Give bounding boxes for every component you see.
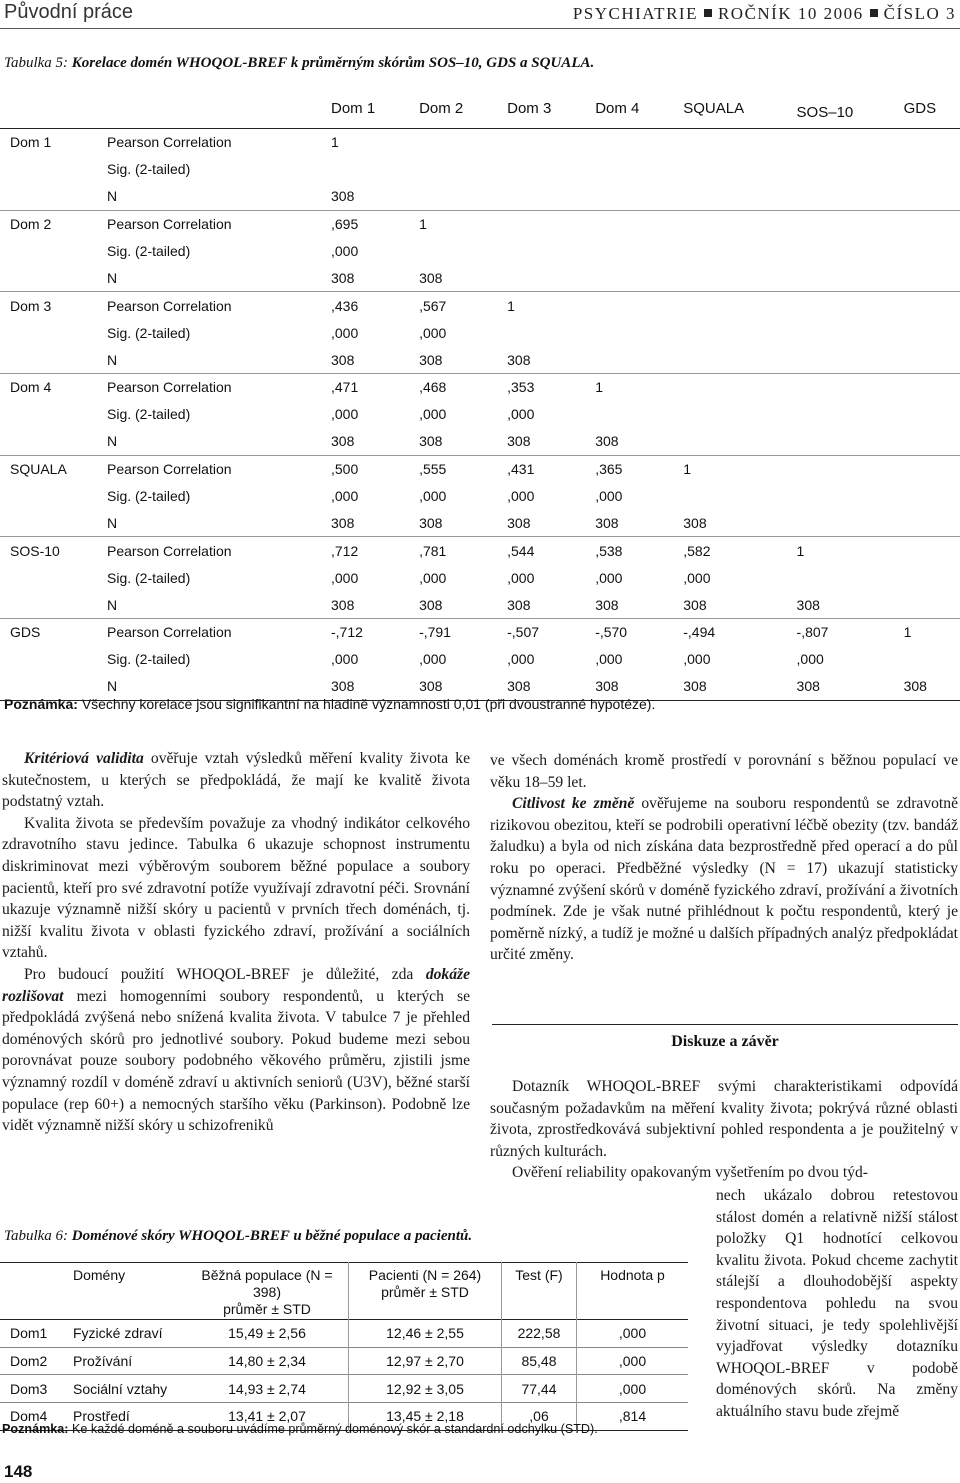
table-cell — [581, 319, 669, 346]
table-cell — [669, 210, 782, 237]
table-cell — [890, 401, 960, 428]
table-cell — [783, 319, 890, 346]
table6-note-label: Poznámka: — [2, 1422, 69, 1436]
table-cell: ,000 — [796, 651, 824, 668]
paragraph: ve všech doménách kromě prostředí v porovnání s běžnou populací ve věku 18–59 let. — [490, 752, 958, 791]
table-cell: 308 — [331, 351, 355, 368]
table-cell: ,712 — [331, 542, 359, 559]
table-cell: -,570 — [595, 624, 628, 641]
table-cell: 308 — [507, 596, 531, 613]
table-cell — [581, 346, 669, 373]
table-cell — [890, 183, 960, 210]
page-number: 148 — [4, 1462, 33, 1481]
journal-name: PSYCHIATRIE — [572, 4, 698, 23]
table-cell: ,471 — [331, 379, 359, 396]
table-cell: ,000 — [507, 406, 535, 423]
table-row — [0, 374, 960, 401]
table-row — [0, 1375, 688, 1403]
table6-caption-label: Tabulka 6: — [4, 1228, 69, 1244]
table-cell: 1 — [507, 297, 515, 314]
table-cell-p: ,000 — [577, 1320, 689, 1348]
table-cell — [890, 319, 960, 346]
paragraph: Citlivost ke změně ověřujeme na souboru respondentů se zdravotně rizikovou obezitou, kteří se podrobili operativní léčbě obezity (tzv. bandáž žaludku) a byla od nich získána data bezprostředně před operací a do půl roku po operaci. Předběžné výsledky (N = 17) ukazují statisticky významné zvýšení skórů v doméně fyzického zdraví, prožívání a životních podmínek. Zde je však nutné přihlédnout k počtu respondentů, který je poměrně nízký, a tudíž je možné u dalších případných analýz předpokládat určité změny. — [490, 795, 958, 964]
left-column — [2, 748, 470, 1137]
table-cell: 308 — [903, 678, 927, 695]
term-criterion-validity: Kritériová validita — [24, 750, 144, 767]
table-cell — [581, 156, 669, 183]
term-sensitivity: Citlivost ke změně — [512, 795, 635, 813]
table-cell — [669, 374, 782, 401]
row-group-label: SOS-10 — [10, 542, 60, 559]
table-cell: ,365 — [595, 461, 623, 478]
table-cell: ,781 — [419, 542, 447, 559]
table6-header-row — [0, 1263, 688, 1320]
table-cell-pop: 14,93 ± 2,74 — [228, 1380, 306, 1397]
table6-caption — [4, 1228, 472, 1245]
table5-note-text: Všechny korelace jsou signifikantní na hladině významnosti 0,01 (při dvoustranné hypotéze). — [81, 696, 656, 712]
table-row — [0, 619, 960, 646]
table-cell-f: 77,44 — [502, 1375, 577, 1403]
table-cell-f: ,06 — [502, 1403, 577, 1431]
correlation-table — [0, 88, 960, 701]
table-row — [0, 509, 960, 536]
page-header — [0, 0, 960, 29]
table-cell — [581, 129, 669, 156]
table-cell: ,695 — [331, 216, 359, 233]
table-cell — [669, 129, 782, 156]
table-cell — [783, 292, 890, 319]
table-cell — [581, 210, 669, 237]
table-cell — [890, 156, 960, 183]
table-cell: 308 — [796, 678, 820, 695]
table-cell — [890, 210, 960, 237]
table6-note — [2, 1422, 598, 1436]
table-cell — [890, 483, 960, 510]
col-header-patients: Pacienti (N = 264) průměr ± STD — [349, 1263, 502, 1320]
table-cell: ,567 — [419, 297, 447, 314]
table5-caption — [4, 55, 594, 72]
table-cell-pop: 15,49 ± 2,56 — [228, 1325, 306, 1342]
right-column-wrap — [716, 1185, 958, 1423]
table-cell-name: Prostředí — [73, 1408, 130, 1425]
table-row — [0, 591, 960, 618]
table-cell: ,000 — [419, 324, 447, 341]
paragraph: Ověření reliability opakovaným vyšetřením po dvou týd- — [512, 1164, 868, 1182]
table-cell — [783, 346, 890, 373]
table-cell — [890, 591, 960, 618]
stat-label: Pearson Correlation — [107, 216, 232, 233]
col-header: GDS — [903, 99, 937, 117]
table-cell — [783, 264, 890, 291]
table-cell: -,494 — [683, 624, 716, 641]
table-cell: 308 — [331, 514, 355, 531]
table-cell — [493, 319, 581, 346]
table-cell: 308 — [419, 269, 443, 286]
table-cell-code: Dom1 — [10, 1325, 48, 1342]
table-cell: ,582 — [683, 542, 711, 559]
table-cell: ,555 — [419, 461, 447, 478]
stat-label: Sig. (2-tailed) — [107, 488, 191, 505]
table-cell — [669, 346, 782, 373]
table-cell-p: ,814 — [577, 1403, 689, 1431]
col-header-domains: Domény — [73, 1267, 126, 1283]
table-cell: ,436 — [331, 297, 359, 314]
table-cell: 308 — [683, 678, 707, 695]
table-cell — [783, 483, 890, 510]
table-cell-f: 85,48 — [502, 1347, 577, 1375]
table-cell-pop: 14,80 ± 2,34 — [228, 1353, 306, 1370]
table-cell: 308 — [507, 351, 531, 368]
table-cell — [581, 264, 669, 291]
table6-note-text: Ke každé doméně a souboru uvádíme průměrný doménový skór a standardní odchylku (STD). — [72, 1422, 598, 1436]
table-cell — [783, 129, 890, 156]
table-cell: 308 — [595, 514, 619, 531]
table-cell: 308 — [419, 678, 443, 695]
table-cell — [493, 156, 581, 183]
table-cell: 308 — [331, 269, 355, 286]
table5-caption-text: Korelace domén WHOQOL-BREF k průměrným skórům SOS–10, GDS a SQUALA. — [71, 55, 595, 71]
table-cell: 1 — [903, 624, 912, 641]
table-cell: 308 — [419, 433, 443, 450]
stat-label: N — [107, 514, 118, 531]
table-cell: ,000 — [331, 243, 359, 259]
table-cell-f: 222,58 — [502, 1320, 577, 1348]
table-cell-pat: 12,92 ± 3,05 — [349, 1375, 502, 1403]
table-row — [0, 564, 960, 591]
table-cell: ,353 — [507, 379, 535, 396]
table-cell: 308 — [331, 678, 355, 695]
table-cell — [493, 210, 581, 237]
table-row — [0, 292, 960, 319]
table-cell-name: Prožívání — [73, 1353, 133, 1370]
table-cell — [669, 183, 782, 210]
table-cell: 308 — [331, 596, 355, 613]
stat-label: Pearson Correlation — [107, 297, 232, 314]
table-cell: 308 — [419, 514, 443, 531]
term-discrimination: dokáže rozlišovat — [2, 965, 470, 1005]
table-cell: 308 — [507, 514, 531, 531]
table-cell — [669, 156, 782, 183]
table-cell: ,000 — [419, 406, 447, 423]
section-label: Původní práce — [4, 1, 133, 23]
table-cell: ,000 — [507, 488, 535, 505]
table-cell — [890, 264, 960, 291]
table-cell: ,000 — [507, 569, 535, 586]
stat-label: N — [107, 188, 118, 205]
table-cell — [783, 509, 890, 536]
col-header-p: Hodnota p — [577, 1263, 689, 1320]
table-cell-pop: 13,41 ± 2,07 — [228, 1408, 306, 1425]
table-cell — [405, 238, 493, 265]
table-cell — [890, 509, 960, 536]
col-header: Dom 3 — [507, 99, 552, 117]
table-cell: 308 — [595, 433, 619, 450]
table-cell: -,507 — [507, 624, 540, 641]
table-cell — [669, 428, 782, 455]
stat-label: N — [107, 678, 118, 695]
table-cell — [890, 428, 960, 455]
table-cell: ,000 — [331, 406, 359, 423]
domain-scores-table — [0, 1262, 688, 1431]
right-column-conclusion — [490, 1076, 958, 1184]
journal-info — [573, 4, 956, 24]
table-cell — [783, 210, 890, 237]
table-cell — [783, 428, 890, 455]
table-cell: ,000 — [419, 569, 447, 586]
stat-label: Sig. (2-tailed) — [107, 243, 191, 259]
table-cell: 308 — [507, 678, 531, 695]
table-cell-pat: 12,97 ± 2,70 — [349, 1347, 502, 1375]
table-cell — [890, 455, 960, 482]
row-group-label: SQUALA — [10, 461, 67, 478]
table-cell-name: Sociální vztahy — [73, 1380, 168, 1397]
table-row — [0, 401, 960, 428]
col-header: Dom 2 — [419, 99, 464, 117]
stat-label: Pearson Correlation — [107, 542, 232, 559]
table-row — [0, 238, 960, 265]
row-group-label: Dom 2 — [10, 216, 52, 233]
stat-label: Pearson Correlation — [107, 624, 232, 641]
table-cell: 1 — [331, 134, 339, 151]
table-cell: -,712 — [331, 624, 363, 641]
table-cell-name: Fyzické zdraví — [73, 1325, 163, 1342]
table-cell — [405, 129, 493, 156]
table-row — [0, 646, 960, 673]
table-cell — [783, 374, 890, 401]
stat-label: Pearson Correlation — [107, 461, 232, 478]
table-cell: 308 — [331, 433, 355, 450]
table-cell: 1 — [419, 216, 427, 233]
table-cell: ,000 — [683, 569, 711, 586]
row-group-label: Dom 1 — [10, 134, 52, 151]
table-cell: ,000 — [331, 569, 359, 586]
stat-label: Pearson Correlation — [107, 379, 232, 396]
table-cell: ,000 — [683, 651, 711, 668]
journal-year: 2006 — [823, 4, 864, 23]
table-cell — [493, 183, 581, 210]
table-cell — [890, 346, 960, 373]
table5-note — [4, 696, 655, 712]
table-row — [0, 156, 960, 183]
col-header: Dom 1 — [331, 99, 376, 117]
stat-label: N — [107, 433, 118, 450]
stat-label: N — [107, 351, 118, 368]
journal-volume: ROČNÍK 10 — [717, 4, 818, 23]
table-cell — [581, 401, 669, 428]
table-cell: ,538 — [595, 542, 623, 559]
table-cell — [890, 564, 960, 591]
table-row — [0, 346, 960, 373]
separator-square-icon — [704, 9, 712, 17]
table-cell — [581, 183, 669, 210]
table-cell: ,500 — [331, 461, 359, 478]
col-header: SOS–10 — [796, 103, 854, 121]
table-cell — [669, 264, 782, 291]
table-cell: 308 — [595, 596, 619, 613]
table-cell-code: Dom4 — [10, 1408, 48, 1425]
table-cell: -,791 — [419, 624, 451, 641]
table-cell-pat: 13,45 ± 2,18 — [349, 1403, 502, 1431]
table-cell — [783, 455, 890, 482]
table-cell: ,000 — [595, 569, 623, 586]
table-cell-pat: 12,46 ± 2,55 — [349, 1320, 502, 1348]
table-cell — [581, 292, 669, 319]
table6-body — [0, 1320, 688, 1431]
table-cell: 308 — [331, 188, 355, 205]
table-cell — [783, 156, 890, 183]
table-cell — [890, 537, 960, 564]
table-row — [0, 264, 960, 291]
table-cell — [783, 401, 890, 428]
table5-header-row — [0, 88, 960, 129]
table-cell — [669, 238, 782, 265]
col-header-test: Test (F) — [502, 1263, 577, 1320]
table-cell: 308 — [419, 351, 443, 368]
stat-label: Sig. (2-tailed) — [107, 161, 191, 178]
table-cell: ,000 — [331, 651, 359, 668]
table-cell: 308 — [419, 596, 443, 613]
table-cell: ,431 — [507, 461, 535, 478]
table-cell — [890, 374, 960, 401]
col-header: SQUALA — [683, 99, 745, 117]
table-cell: ,000 — [419, 488, 447, 505]
table-cell — [405, 156, 493, 183]
table-cell: 1 — [595, 379, 603, 396]
table-cell — [493, 129, 581, 156]
section-heading: Diskuze a závěr — [492, 1024, 958, 1051]
table-cell: 308 — [796, 596, 820, 613]
table-cell: 308 — [507, 433, 531, 450]
col-header: Dom 4 — [595, 99, 640, 117]
table-row — [0, 483, 960, 510]
table-row — [0, 183, 960, 210]
table-cell — [783, 564, 890, 591]
table-cell-code: Dom3 — [10, 1380, 48, 1397]
table-cell — [669, 401, 782, 428]
stat-label: N — [107, 596, 118, 613]
table-cell — [405, 183, 493, 210]
table-cell — [890, 292, 960, 319]
table-cell: 1 — [796, 542, 805, 559]
stat-label: Pearson Correlation — [107, 134, 232, 151]
col-header-population: Běžná populace (N = 398) průměr ± STD — [201, 1267, 333, 1317]
table6-caption-text: Doménové skóry WHOQOL-BREF u běžné populace a pacientů. — [71, 1228, 473, 1244]
table-row — [0, 1320, 688, 1348]
table-row — [0, 129, 960, 156]
table-cell — [669, 292, 782, 319]
table-cell: 1 — [683, 461, 692, 478]
table-cell-code: Dom2 — [10, 1353, 48, 1370]
paragraph: Pro budoucí použití WHOQOL-BREF je důležité, zda dokáže rozlišovat mezi homogenními soubory respondentů, u kterých se předpokládá zvýšená nebo snížená kvalita života. V tabulce 7 je přehled doménových skórů pro jednotlivé soubory. Pokud budeme mezi sebou porovnávat pouze soubory podobného věkového průměru, zjistili jsme významný rozdíl v doméně zdraví u aktivních seniorů (U3V), běžné starší populace (rep 60+) a nemocných staršího věku (Parkinson). Podobně lze vidět významně nižší skóry u schizofreniků — [2, 965, 470, 1135]
paragraph: Kritériová validita ověřuje vztah výsledků měření kvality života ke skutečnostem, u kterých se předpokládá, že mají ke kvalitě života podstatný vztah. — [2, 750, 471, 811]
table-cell — [890, 129, 960, 156]
stat-label: N — [107, 269, 118, 286]
table-cell: -,807 — [796, 624, 829, 641]
row-group-label: Dom 4 — [10, 379, 52, 396]
table-cell: ,544 — [507, 542, 535, 559]
table-row — [0, 319, 960, 346]
journal-issue: ČÍSLO 3 — [883, 4, 956, 23]
table-row — [0, 428, 960, 455]
table-cell: ,000 — [331, 488, 359, 505]
table-cell: ,000 — [595, 488, 623, 505]
table-cell-p: ,000 — [577, 1347, 689, 1375]
table-cell: ,000 — [331, 324, 359, 341]
table-row — [0, 455, 960, 482]
stat-label: Sig. (2-tailed) — [107, 324, 191, 341]
stat-label: Sig. (2-tailed) — [107, 569, 191, 586]
table-cell: 308 — [683, 514, 707, 531]
stat-label: Sig. (2-tailed) — [107, 651, 191, 668]
paragraph: Dotazník WHOQOL-BREF svými charakteristikami odpovídá současným požadavkům na měření kvality života; pokrývá různé oblasti života, zprostředkovává subjektivní pohled respondenta a je použitelný v různých kulturách. — [490, 1078, 958, 1160]
table-cell — [783, 183, 890, 210]
table-cell: ,000 — [507, 651, 535, 668]
table-cell — [581, 238, 669, 265]
table5-note-label: Poznámka: — [4, 696, 78, 712]
separator-square-icon — [870, 9, 878, 17]
table-row — [0, 537, 960, 564]
table-cell: 308 — [595, 678, 619, 695]
table-cell — [890, 646, 960, 673]
table-cell: 308 — [683, 596, 707, 613]
table-cell-p: ,000 — [577, 1375, 689, 1403]
table5-caption-label: Tabulka 5: — [4, 55, 69, 71]
table-cell: ,468 — [419, 379, 447, 396]
right-column — [490, 750, 958, 966]
table5-body — [0, 129, 960, 701]
paragraph: nech ukázalo dobrou retestovou stálost domén a relativně nižší stálost položky Q1 hodnotící celkovou kvalitu života. Pokud chceme zachytit stálejší a dlouhodobější aspekty respondentova pohledu na svou životní situaci, je tedy spolehlivější vyjadřovat výsledky dotazníku WHOQOL-BREF v podobě doménových skórů. Na změny aktuálního stavu bude zřejmě — [716, 1187, 958, 1420]
table-cell: ,000 — [419, 651, 447, 668]
table-cell — [890, 238, 960, 265]
table-cell — [783, 238, 890, 265]
table-row — [0, 1347, 688, 1375]
table-cell: ,000 — [595, 651, 623, 668]
stat-label: Sig. (2-tailed) — [107, 406, 191, 423]
paragraph: Kvalita života se především považuje za vhodný indikátor celkového zdravotního stavu jedince. Tabulka 6 ukazuje schopnost instrumentu diskriminovat mezi výběrovým souborem běžné populace a soubory pacientů, kteří pro své zdravotní potíže využívají zdravotní péči. Srovnání ukazuje významně nižší skóry u pacientů v prvních třech doménách, tj. nižší kvalitu života v oblasti fyzického zdraví, prožívání a sociálních vztahů. — [2, 814, 470, 962]
row-group-label: Dom 3 — [10, 297, 52, 314]
table-cell — [493, 264, 581, 291]
table-cell — [317, 156, 405, 183]
table-cell — [669, 483, 782, 510]
table-row — [0, 210, 960, 237]
table-cell — [669, 319, 782, 346]
table-cell — [493, 238, 581, 265]
row-group-label: GDS — [10, 624, 41, 641]
